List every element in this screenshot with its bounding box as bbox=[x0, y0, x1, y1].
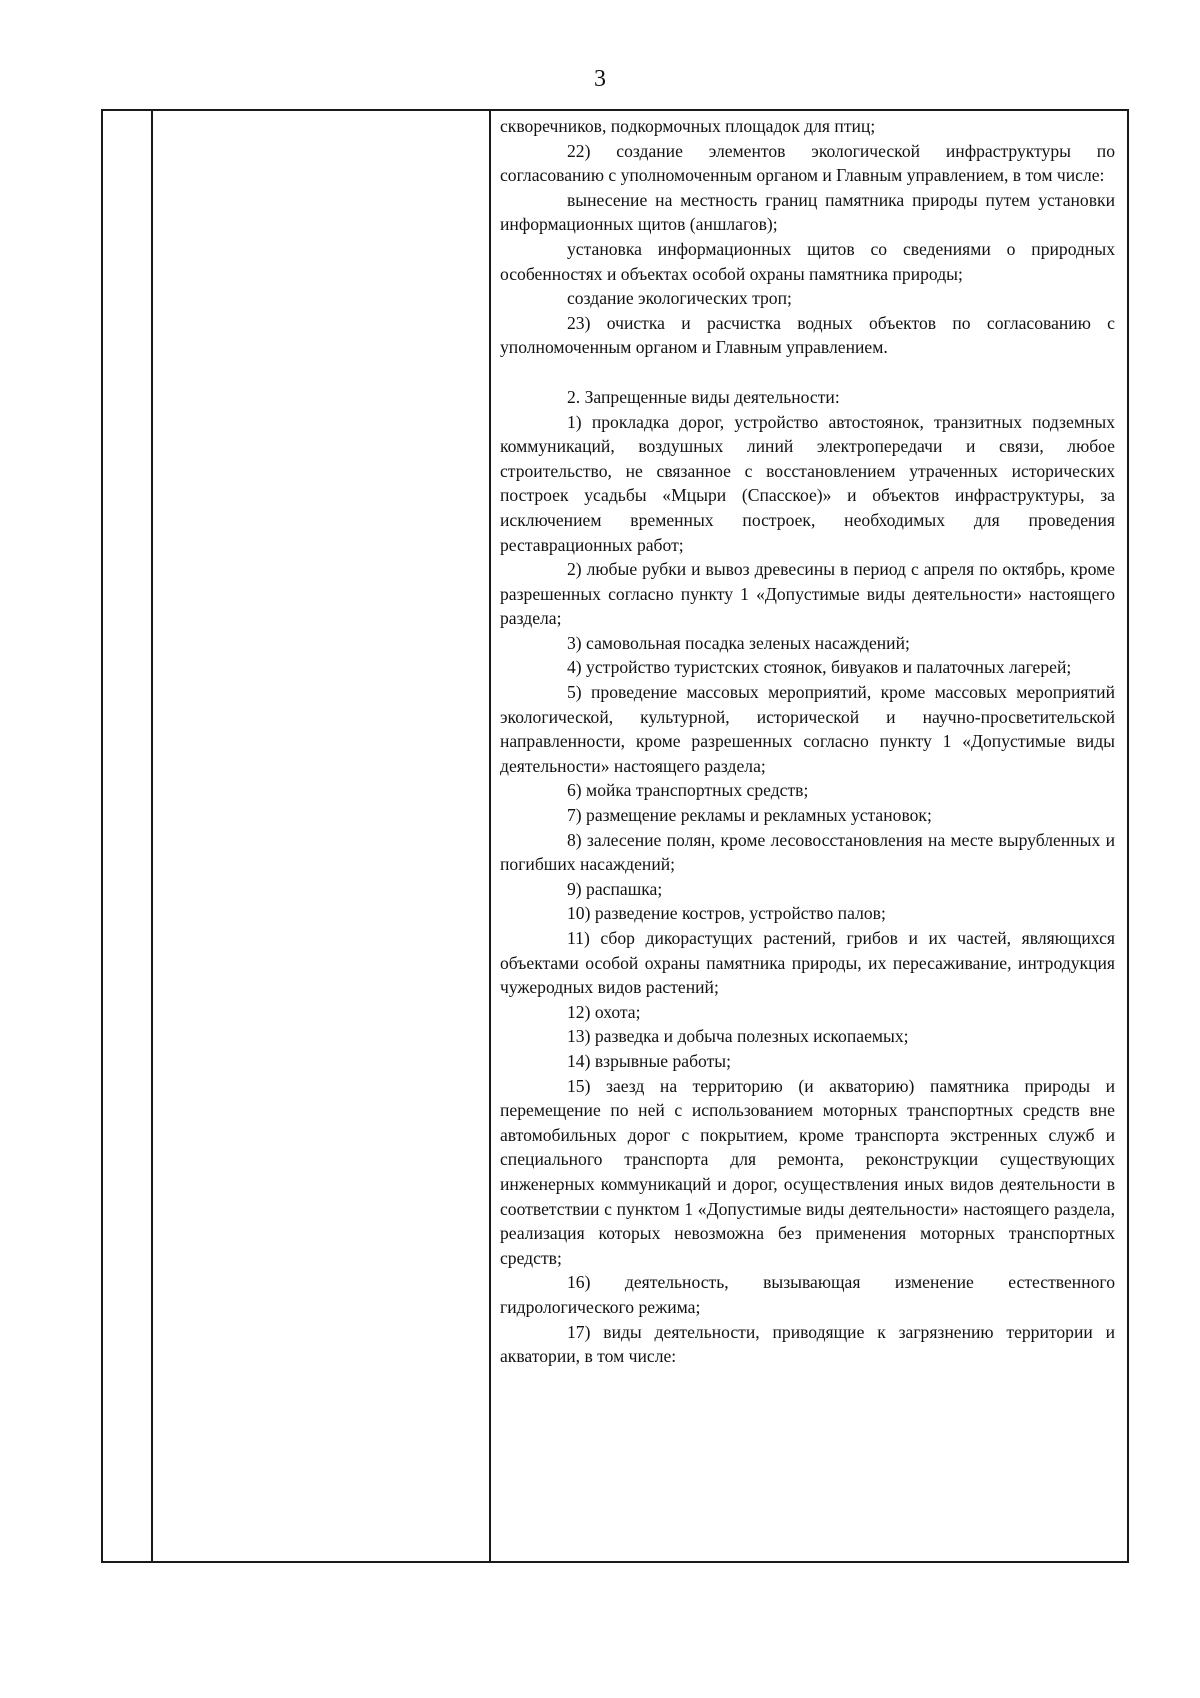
permitted-activity-paragraph: установка информационных щитов со сведениями о природных особенностях и объектах особой охраны памятника природы; bbox=[500, 238, 1115, 284]
name-column-cell bbox=[152, 110, 490, 1562]
permitted-activity-paragraph: 22) создание элементов экологической инфраструктуры по согласованию с уполномоченным органом и Главным управлением, в том числе: bbox=[500, 140, 1115, 186]
prohibited-activity-paragraph: 17) виды деятельности, приводящие к загрязнению территории и акватории, в том числе: bbox=[500, 1321, 1115, 1367]
prohibited-activity-paragraph: 1) прокладка дорог, устройство автостоянок, транзитных подземных коммуникаций, воздушных линий электропередачи и связи, любое строительство, не связанное с восстановлением утраченных исторических построек усадьбы «Мцыри (Спасское)» и объектов инфраструктуры, за исключением временных построек, необходимых для проведения реставрационных работ; bbox=[500, 411, 1115, 555]
prohibited-activity-paragraph: 10) разведение костров, устройство палов; bbox=[567, 903, 886, 924]
permitted-activity-paragraph: скворечников, подкормочных площадок для птиц; bbox=[500, 116, 876, 136]
number-column-cell bbox=[102, 110, 152, 1562]
permitted-activity-paragraph: создание экологических троп; bbox=[567, 288, 792, 309]
permitted-activity-paragraph: вынесение на местность границ памятника природы путем установки информационных щитов (аншлагов); bbox=[500, 189, 1115, 235]
permitted-activities-continuation bbox=[500, 114, 1115, 360]
permitted-activity-paragraph: 23) очистка и расчистка водных объектов по согласованию с уполномоченным органом и Главным управлением. bbox=[500, 312, 1115, 358]
prohibited-activity-paragraph: 6) мойка транспортных средств; bbox=[567, 780, 809, 801]
table-row bbox=[102, 110, 1128, 1562]
page-number: 3 bbox=[594, 66, 606, 92]
prohibited-activity-paragraph: 8) залесение полян, кроме лесовосстановления на месте вырубленных и погибших насаждений; bbox=[500, 829, 1115, 875]
prohibited-activity-paragraph: 5) проведение массовых мероприятий, кроме массовых мероприятий экологической, культурной, исторической и научно-просветительской направленности, кроме разрешенных согласно пункту 1 «Допустимые виды деятельности» настоящего раздела; bbox=[500, 682, 1115, 776]
prohibited-activities-section bbox=[500, 385, 1115, 1369]
prohibited-activity-paragraph: 3) самовольная посадка зеленых насаждений; bbox=[567, 632, 910, 653]
prohibited-activity-paragraph: 11) сбор дикорастущих растений, грибов и их частей, являющихся объектами особой охраны памятника природы, их пересаживание, интродукция чужеродных видов растений; bbox=[500, 928, 1115, 998]
prohibited-activity-paragraph: 4) устройство туристских стоянок, бивуаков и палаточных лагерей; bbox=[567, 657, 1072, 678]
prohibited-activity-paragraph: 15) заезд на территорию (и акваторию) памятника природы и перемещение по ней с использованием моторных транспортных средств вне автомобильных дорог с покрытием, кроме транспорта экстренных служб и специального транспорта для ремонта, реконструкции существующих инженерных коммуникаций и дорог, осуществления иных видов деятельности в соответствии с пунктом 1 «Допустимые виды деятельности» настоящего раздела, реализация которых невозможна без применения моторных транспортных средств; bbox=[500, 1075, 1115, 1268]
prohibited-activity-paragraph: 2. Запрещенные виды деятельности: bbox=[567, 386, 840, 407]
prohibited-activity-paragraph: 16) деятельность, вызывающая изменение естественного гидрологического режима; bbox=[500, 1272, 1115, 1317]
prohibited-activity-paragraph: 12) охота; bbox=[567, 1001, 641, 1022]
regulation-table bbox=[101, 109, 1129, 1563]
content-column-cell bbox=[490, 110, 1128, 1562]
prohibited-activity-paragraph: 7) размещение рекламы и рекламных установок; bbox=[567, 805, 932, 826]
paragraph-gap bbox=[500, 360, 1115, 385]
prohibited-activity-paragraph: 9) распашка; bbox=[567, 878, 663, 899]
prohibited-activity-paragraph: 2) любые рубки и вывоз древесины в период с апреля по октябрь, кроме разрешенных согласно пункту 1 «Допустимые виды деятельности» настоящего раздела; bbox=[500, 559, 1115, 629]
prohibited-activity-paragraph: 13) разведка и добыча полезных ископаемых; bbox=[567, 1026, 909, 1047]
prohibited-activity-paragraph: 14) взрывные работы; bbox=[567, 1050, 731, 1071]
